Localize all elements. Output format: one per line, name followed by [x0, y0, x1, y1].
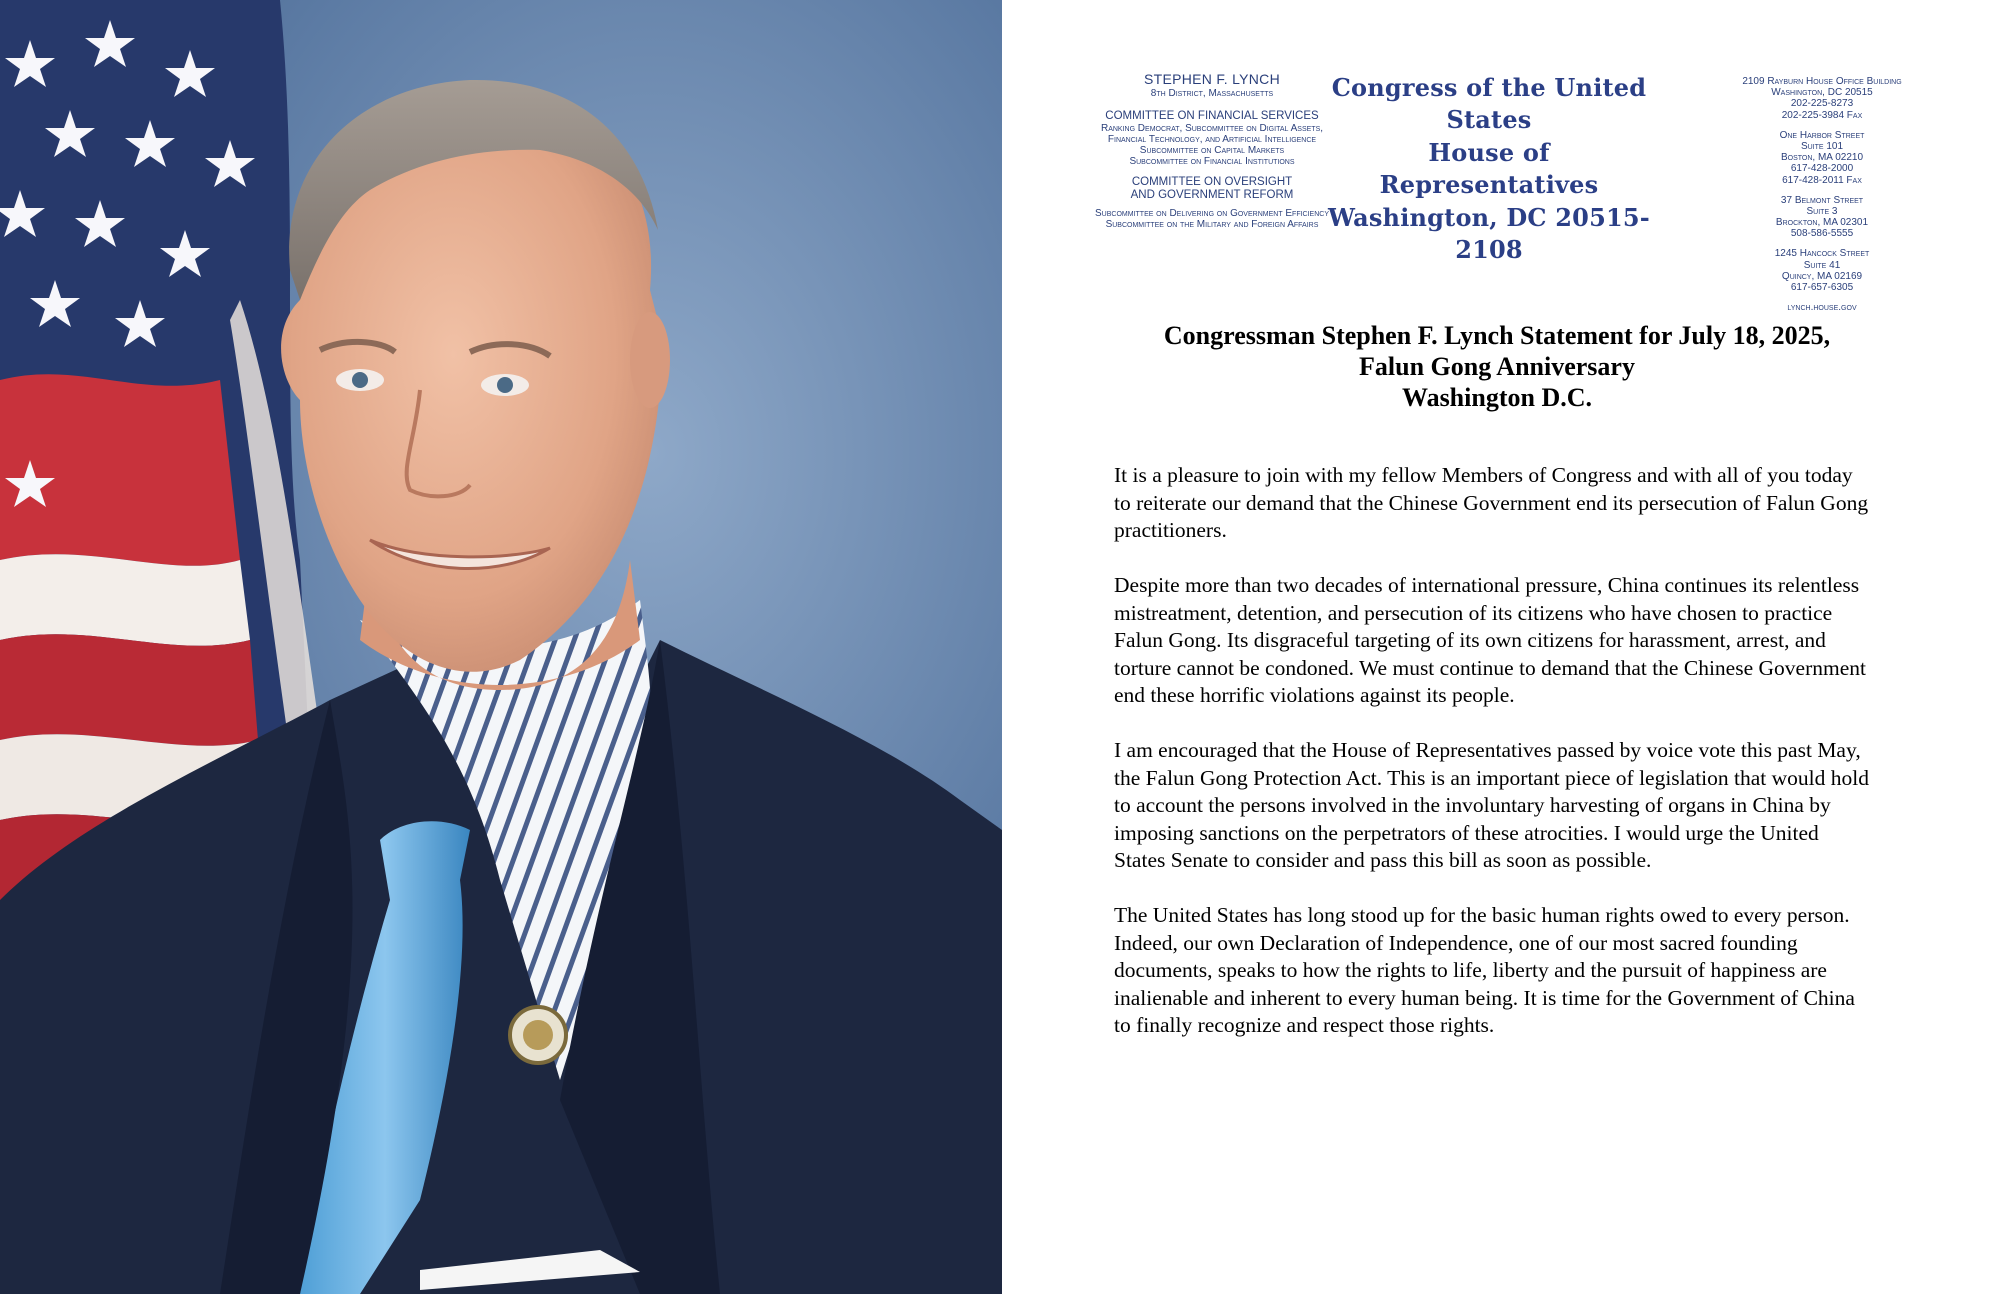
committee-oversight: COMMITTEE ON OVERSIGHT: [1131, 176, 1293, 189]
member-district: 8th District, Massachusetts: [1150, 87, 1274, 99]
office-dc-city: Washington, DC 20515: [1771, 87, 1873, 99]
office-brockton-city: Brockton, MA 02301: [1775, 217, 1869, 229]
letterhead-member-block: [1062, 72, 1362, 231]
congress-heading: Congress of the United States: [1331, 73, 1647, 135]
statement-letter: [1002, 0, 2000, 1294]
subcommittee-line: Financial Technology, and Artificial Intelligence: [1107, 133, 1317, 145]
website-link[interactable]: lynch.house.gov: [1787, 302, 1857, 314]
letterhead-offices-block: [1702, 76, 1942, 313]
body-paragraph: The United States has long stood up for the basic human rights owed to every person. Indeed, our own Declaration of Independence, one of our most sacred founding documents, speaks to how the rights to life, liberty and the pursuit of happiness are inalienable and inherent to every human being. It is time for the Government of China to finally recognize and respect those rights.: [1114, 903, 1855, 1037]
office-dc-address: 2109 Rayburn House Office Building: [1742, 76, 1902, 87]
office-boston-fax: 617-428-2011 Fax: [1782, 174, 1862, 186]
office-boston-city: Boston, MA 02210: [1780, 152, 1864, 164]
office-quincy-suite: Suite 41: [1803, 259, 1841, 271]
office-boston-address: One Harbor Street: [1779, 129, 1865, 141]
member-name: STEPHEN F. LYNCH: [1143, 71, 1280, 87]
subcommittee-line: Subcommittee on Delivering on Government Efficiency: [1095, 208, 1329, 220]
subcommittee-line: Subcommittee on Financial Institutions: [1129, 156, 1295, 168]
body-paragraph: It is a pleasure to join with my fellow Members of Congress and with all of you today to reiterate our demand that the Chinese Government end its persecution of Falun Gong practitioners.: [1114, 463, 1869, 542]
office-quincy-city: Quincy, MA 02169: [1781, 270, 1863, 282]
body-paragraph: Despite more than two decades of international pressure, China continues its relentless mistreatment, detention, and persecution of its citizens who have chosen to practice Falun Gong. Its disgraceful targeting of its own citizens for harassment, arrest, and torture cannot be condoned. We must continue to demand that the Chinese Government end these horrific violations against its people.: [1114, 573, 1866, 707]
house-heading: House of Representatives: [1379, 137, 1599, 200]
office-dc-phone: 202-225-8273: [1790, 98, 1854, 110]
subcommittee-line: Subcommittee on the Military and Foreign Affairs: [1105, 219, 1319, 231]
statement-title: [1082, 320, 1912, 414]
office-brockton-suite: Suite 3: [1806, 205, 1838, 217]
subcommittee-line: Subcommittee on Capital Markets: [1139, 145, 1285, 157]
title-line-2: Falun Gong Anniversary: [1359, 352, 1635, 382]
office-brockton-address: 37 Belmont Street: [1780, 194, 1864, 206]
body-paragraph: I am encouraged that the House of Representatives passed by voice vote this past May, the Falun Gong Protection Act. This is an important piece of legislation that would hold to account the persons involved in the involuntary harvesting of organs in China by imposing sanctions on the perpetrators of these atrocities. I would urge the United States Senate to consider and pass this bill as soon as possible.: [1114, 738, 1869, 872]
committee-oversight-cont: AND GOVERNMENT REFORM: [1130, 189, 1294, 202]
title-line-1: Congressman Stephen F. Lynch Statement for July 18, 2025,: [1163, 321, 1831, 350]
committee-financial-services: COMMITTEE ON FINANCIAL SERVICES: [1105, 109, 1319, 122]
subcommittee-line: Ranking Democrat, Subcommittee on Digital Assets,: [1100, 122, 1324, 134]
office-brockton-phone: 508-586-5555: [1790, 228, 1854, 240]
statement-body: [1114, 462, 1874, 1067]
title-line-3: Washington D.C.: [1402, 383, 1592, 413]
letterhead-congress-seal-text: [1324, 72, 1654, 266]
office-quincy-address: 1245 Hancock Street: [1774, 248, 1870, 260]
washington-heading: Washington, DC 20515-2108: [1328, 202, 1650, 264]
office-dc-fax: 202-225-3984 Fax: [1781, 109, 1863, 121]
office-boston-phone: 617-428-2000: [1790, 163, 1854, 175]
office-boston-suite: Suite 101: [1800, 140, 1844, 152]
office-quincy-phone: 617-657-6305: [1790, 282, 1854, 293]
